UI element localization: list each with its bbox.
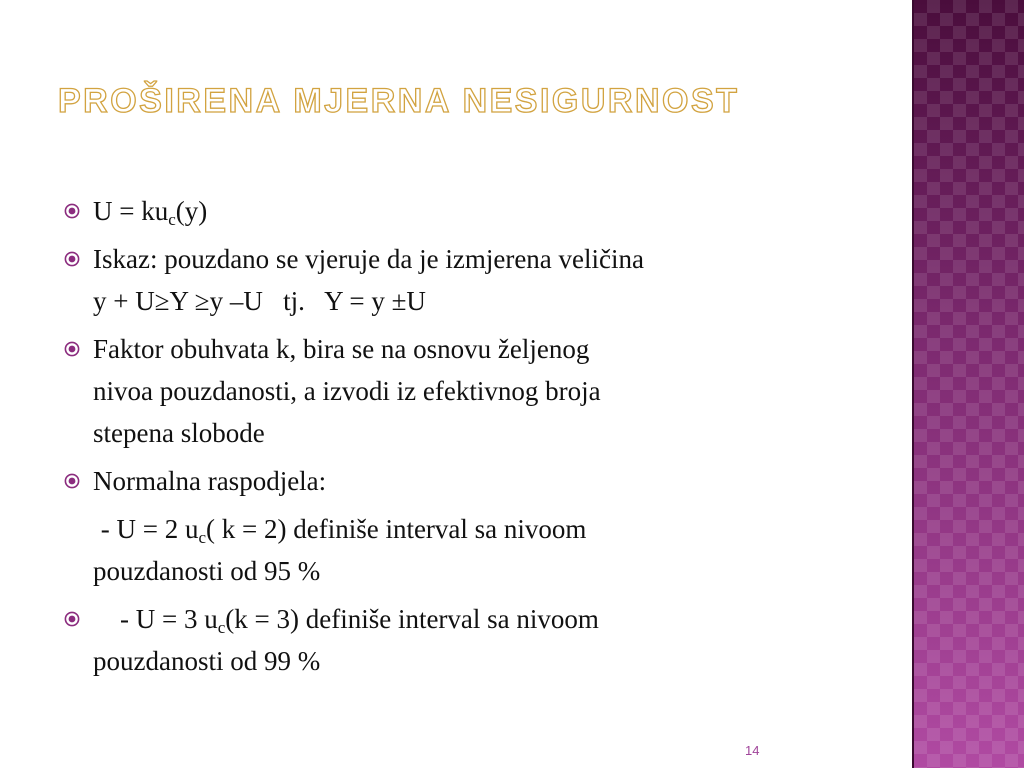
page-number: 14 — [745, 743, 760, 758]
bullet-item-1 — [64, 190, 894, 232]
target-bullet-icon — [64, 611, 80, 627]
formula-part: - U = 2 u — [94, 514, 199, 544]
bullet-text-line: pouzdanosti od 99 % — [93, 646, 321, 676]
formula-part: (k = 3) definiše interval sa nivoom — [225, 604, 599, 634]
bullet-text-line: nivoa pouzdanosti, a izvodi iz efektivnog broja — [93, 376, 601, 406]
bullet-item-3 — [64, 328, 894, 454]
bullet-text-line: Iskaz: pouzdano se vjeruje da je izmjerena veličina — [93, 244, 644, 274]
bullet-text-line: y + U≥Y ≥y –U tj. Y = y ±U — [93, 286, 426, 316]
formula-part: U = ku — [93, 196, 169, 226]
continuation-line: pouzdanosti od 95 % — [93, 556, 321, 586]
formula-part: - U = 3 u — [93, 604, 218, 634]
subscript: c — [168, 210, 176, 229]
bullet-text-line: stepena slobode — [93, 418, 265, 448]
subscript: c — [217, 618, 226, 637]
bullet-text — [93, 598, 894, 640]
bullet-text-line: Normalna raspodjela: — [93, 466, 327, 496]
bullet-item-2 — [64, 238, 894, 322]
target-bullet-icon — [64, 203, 80, 219]
decorative-side-panel — [912, 0, 1024, 768]
bullet-item-5 — [64, 598, 894, 682]
bullet-text-line: Faktor obuhvata k, bira se na osnovu željenog — [93, 334, 590, 364]
target-bullet-icon — [64, 473, 80, 489]
target-bullet-icon — [64, 341, 80, 357]
slide-title: PROŠIRENA MJERNA NESIGURNOST — [58, 82, 740, 120]
indented-text-line — [64, 508, 894, 550]
formula-part: (y) — [175, 196, 208, 226]
target-bullet-icon — [64, 251, 80, 267]
slide-content — [64, 190, 894, 688]
bullet-item-4 — [64, 460, 894, 502]
bullet-text — [93, 190, 894, 232]
subscript: c — [198, 528, 207, 547]
formula-part: ( k = 2) definiše interval sa nivoom — [206, 514, 587, 544]
